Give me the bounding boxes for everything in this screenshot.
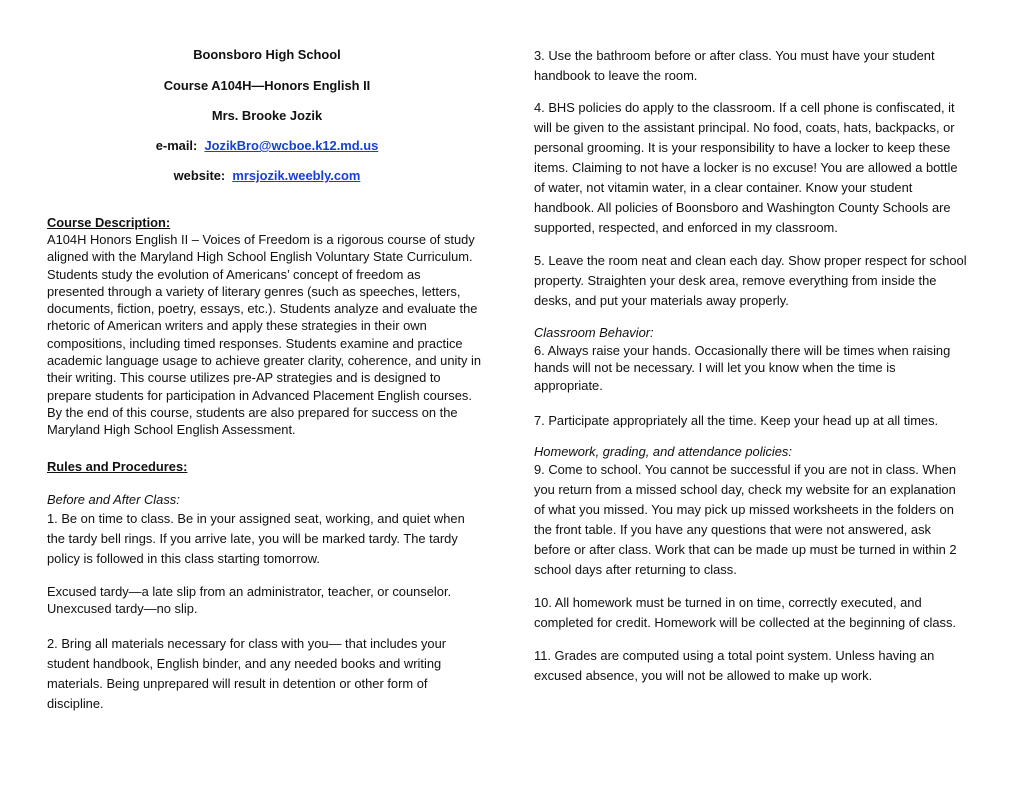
teacher-name: Mrs. Brooke Jozik bbox=[211, 108, 323, 123]
rule-line: 6. Always raise your hands. Occasionally there will be times when raising bbox=[534, 343, 951, 358]
description-line: documents, fiction, poetry, essays, etc.). Students analyze and evaluate the bbox=[47, 301, 478, 317]
rule-line: 9. Come to school. You cannot be successful if you are not in class. When bbox=[534, 462, 957, 477]
rule-line: hands will not be necessary. I will let you know when the time is bbox=[534, 360, 896, 376]
rule-line: policy is followed in this class starting tomorrow. bbox=[47, 551, 320, 566]
rule-line: property. Straighten your desk area, remove everything from inside the bbox=[534, 273, 937, 288]
rule-item-1 bbox=[47, 509, 465, 569]
rule-line: will be given to the assistant principal. No food, coats, hats, backpacks, or bbox=[534, 120, 955, 135]
email-link[interactable]: JozikBro@wcboe.k12.md.us bbox=[204, 138, 379, 153]
rules-heading: Rules and Procedures: bbox=[47, 459, 188, 474]
tardy-line: Excused tardy—a late slip from an administrator, teacher, or counselor. bbox=[47, 584, 452, 599]
rule-item-5 bbox=[534, 251, 967, 311]
rule-item-6 bbox=[534, 342, 950, 394]
website-label: website: bbox=[173, 168, 226, 183]
rule-line: personal grooming. It is your responsibility to have a locker to keep these bbox=[534, 140, 951, 155]
rule-line: appropriate. bbox=[534, 377, 603, 393]
homework-heading: Homework, grading, and attendance policies: bbox=[534, 444, 792, 459]
rule-line: handbook. All policies of Boonsboro and Washington County Schools are bbox=[534, 200, 951, 215]
rule-line: student handbook, English binder, and any needed books and writing bbox=[47, 656, 442, 671]
rule-line: desks, and put your materials away properly. bbox=[534, 293, 789, 308]
rule-item-10 bbox=[534, 593, 956, 633]
description-line: aligned with the Maryland High School English Voluntary State Curriculum. bbox=[47, 249, 473, 265]
rule-item-4 bbox=[534, 98, 957, 238]
rule-line: 4. BHS policies do apply to the classroom. If a cell phone is confiscated, it bbox=[534, 100, 955, 115]
rule-line: the front table. If you have any questions that were not answered, ask bbox=[534, 522, 931, 537]
description-line: prepare students for participation in Advanced Placement English courses. bbox=[47, 387, 472, 403]
rule-line: supported, respected, and enforced in my classroom. bbox=[534, 220, 838, 235]
rule-line: school days after returning to class. bbox=[534, 562, 737, 577]
tardy-definitions bbox=[47, 583, 451, 618]
description-line: rhetoric of American writers and apply these strategies in their own bbox=[47, 318, 427, 334]
before-after-heading: Before and After Class: bbox=[47, 492, 180, 507]
description-line: presented through a variety of literary genres (such as speeches, letters, bbox=[47, 283, 461, 299]
rule-line: excused absence, you will not be allowed to make up work. bbox=[534, 668, 873, 683]
email-line bbox=[47, 138, 487, 153]
rule-line: completed for credit. Homework will be collected at the beginning of class. bbox=[534, 615, 957, 630]
rule-item-2 bbox=[47, 634, 446, 714]
description-line: A104H Honors English II – Voices of Freedom is a rigorous course of study bbox=[47, 232, 475, 247]
description-line: academic language usage to achieve greater clarity, coherence, and unity in bbox=[47, 353, 482, 369]
rule-line: handbook to leave the room. bbox=[534, 68, 698, 83]
description-line: By the end of this course, students are also prepared for success on the bbox=[47, 404, 458, 420]
rule-line: of water, not vitamin water, in a clear container. Know your student bbox=[534, 180, 913, 195]
course-description-text bbox=[47, 231, 481, 439]
rule-line: 10. All homework must be turned in on time, correctly executed, and bbox=[534, 595, 922, 610]
website-link[interactable]: mrsjozik.weebly.com bbox=[232, 168, 361, 183]
rule-line: items. Claiming to not have a locker is no excuse! You are allowed a bottle bbox=[534, 160, 958, 175]
rule-line: materials. Being unprepared will result in detention or other form of bbox=[47, 676, 428, 691]
rule-line: 3. Use the bathroom before or after class. You must have your student bbox=[534, 48, 935, 63]
rule-line: 2. Bring all materials necessary for class with you— that includes your bbox=[47, 636, 447, 651]
description-line: their writing. This course utilizes pre-AP strategies and is designed to bbox=[47, 370, 441, 386]
rule-item-11 bbox=[534, 646, 934, 686]
rule-line: discipline. bbox=[47, 696, 104, 711]
course-title: Course A104H—Honors English II bbox=[163, 78, 371, 93]
description-line: compositions, including timed responses. Students examine and practice bbox=[47, 335, 463, 351]
rule-line: you return from a missed school day, check my website for an explanation bbox=[534, 482, 956, 497]
course-description-heading: Course Description: bbox=[47, 215, 171, 230]
rule-line: of what you missed. You may pick up missed worksheets in the folders on bbox=[534, 502, 954, 517]
website-line bbox=[47, 168, 487, 183]
rule-line: 1. Be on time to class. Be in your assigned seat, working, and quiet when bbox=[47, 511, 465, 526]
rule-line: 5. Leave the room neat and clean each day. Show proper respect for school bbox=[534, 253, 967, 268]
description-line: Maryland High School English Assessment. bbox=[47, 422, 296, 438]
rule-line: 7. Participate appropriately all the time. Keep your head up at all times. bbox=[534, 413, 939, 428]
email-label: e-mail: bbox=[155, 138, 198, 153]
behavior-heading: Classroom Behavior: bbox=[534, 325, 654, 340]
rule-line: 11. Grades are computed using a total point system. Unless having an bbox=[534, 648, 935, 663]
description-line: Students study the evolution of Americans’ concept of freedom as bbox=[47, 266, 421, 282]
tardy-line: Unexcused tardy—no slip. bbox=[47, 601, 198, 617]
school-name: Boonsboro High School bbox=[193, 47, 341, 62]
rule-item-7 bbox=[534, 412, 938, 429]
rule-line: the tardy bell rings. If you arrive late, you will be marked tardy. The tardy bbox=[47, 531, 458, 546]
rule-item-3 bbox=[534, 46, 935, 86]
rule-item-9 bbox=[534, 460, 957, 580]
rule-line: before or after class. Work that can be made up must be turned in within 2 bbox=[534, 542, 957, 557]
